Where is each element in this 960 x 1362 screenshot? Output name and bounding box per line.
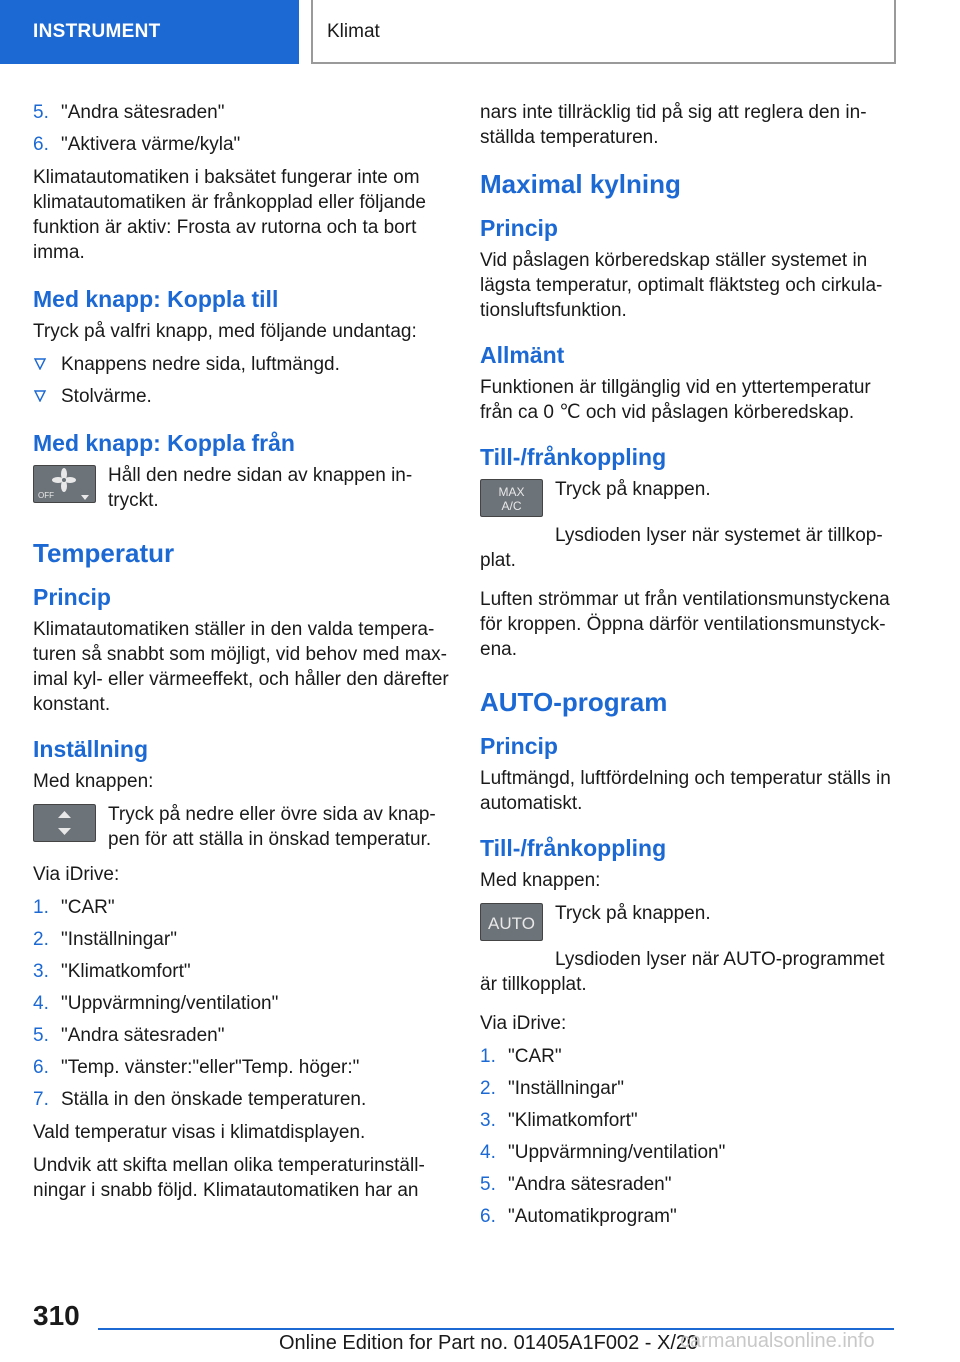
left-column [33,100,451,1211]
paragraph: nars inte tillräcklig tid på sig att reglera den inställda temperaturen. [480,102,867,148]
paragraph: Tryck på knappen. [555,903,711,924]
heading-general: Allmänt [480,342,565,368]
svg-text:MAX: MAX [498,485,525,499]
auto-instruction [480,901,898,949]
paragraph: Luftmängd, luftfördelning och temperatur ställs in automatiskt. [480,768,891,814]
heading-auto-program: AUTO-program [480,687,668,717]
svg-text:AUTO: AUTO [488,914,535,933]
list-item: Stolvärme. [33,384,451,409]
list-item: 7. Ställa in den önskade temperaturen. [33,1089,367,1110]
list-item: 3. "Klimatkomfort" [480,1110,638,1131]
paragraph: Via iDrive: [480,1013,567,1034]
paragraph: Med knappen: [33,771,154,792]
paragraph: Vid påslagen körberedskap ställer systemet in lägsta temperatur, optimalt fläktsteg och cirkulationsluftsfunktion. [480,250,883,321]
heading-button-off: Med knapp: Koppla från [33,430,295,456]
heading-setting: Inställning [33,736,148,762]
paragraph: Funktionen är tillgänglig vid en yttertemperatur från ca 0 ℃ och vid påslagen körberedskap. [480,377,871,423]
list-item: 6. "Automatikprogram" [480,1206,677,1227]
paragraph: Tryck på valfri knapp, med följande undantag: [33,321,417,342]
heading-principle: Princip [480,733,558,759]
list-item: 1. "CAR" [33,897,115,918]
list-item: 2. "Inställningar" [480,1078,624,1099]
list-item: 5. "Andra sätesraden" [480,1174,672,1195]
paragraph: Tryck på nedre eller övre sida av knappen för att ställa in önskad temperatur. [108,804,436,850]
heading-on-off: Till-/frånkoppling [480,444,667,470]
paragraph: Tryck på knappen. [555,479,711,500]
idrive-list [33,895,451,1112]
paragraph: Håll den nedre sidan av knappen intryckt. [108,465,413,511]
chapter-tab: Klimat [311,0,896,64]
fan-off-instruction [33,463,451,513]
list-item: 1. "CAR" [480,1046,562,1067]
list-item: 3. "Klimatkomfort" [33,961,191,982]
idrive-list [480,1044,898,1229]
temperature-rocker-icon [33,804,96,842]
paragraph: Undvik att skifta mellan olika temperaturinställningar i snabb följd. Klimatautomatiken har an [33,1155,425,1201]
list-item: 6. "Temp. vänster:"eller"Temp. höger:" [33,1057,360,1078]
triangle-bullet-icon [34,358,46,370]
page-header [0,0,960,66]
watermark: carmanualsonline.info [680,1330,875,1352]
paragraph: Luften strömmar ut från ventilationsmunstyckena för kroppen. Öppna därför ventilationsmunstyckena. [480,589,890,660]
heading-on-off: Till-/frånkoppling [480,835,667,861]
list-item: 5. "Andra sätesraden" [33,1025,225,1046]
paragraph: Klimatautomatiken i baksätet fungerar inte om klimatautomatiken är frånkopplad eller följande funktion är aktiv: Frosta av rutorna och ta bort imma. [33,167,426,263]
page-footer [0,1290,960,1362]
heading-principle: Princip [33,584,111,610]
svg-text:A/C: A/C [501,499,522,513]
edition-link[interactable]: Online Edition for Part no. 01405A1F002 - X/20 [279,1332,699,1354]
heading-temperature: Temperatur [33,538,175,568]
svg-text:OFF: OFF [38,491,54,500]
list-item: 5. "Andra sätesraden" [33,102,225,123]
list-item: 4. "Uppvärmning/ventilation" [480,1142,726,1163]
max-ac-button-icon [480,479,543,517]
idrive-list-continued [33,100,451,157]
heading-button-on: Med knapp: Koppla till [33,286,279,312]
heading-max-cooling: Maximal kylning [480,169,681,199]
paragraph: Lysdioden lyser när systemet är tillkopplat. [480,525,883,571]
page-number: 310 [33,1300,80,1331]
paragraph: Lysdioden lyser när AUTO-programmet är tillkopplat. [480,949,885,995]
paragraph: Klimatautomatiken ställer in den valda temperaturen så snabbt som möjligt, vid behov med maximal kyl- eller värmeeffekt, och håller den därefter konstant. [33,619,449,715]
paragraph: Vald temperatur visas i klimatdisplayen. [33,1122,366,1143]
list-item: 6. "Aktivera värme/kyla" [33,134,241,155]
list-item: 2. "Inställningar" [33,929,177,950]
fan-off-button-icon [33,465,96,503]
temp-rocker-instruction [33,802,451,852]
auto-button-icon [480,903,543,941]
paragraph: Med knappen: [480,870,601,891]
list-item: Knappens nedre sida, luftmängd. [33,352,451,377]
max-ac-instruction [480,477,898,525]
paragraph: Via iDrive: [33,864,120,885]
list-item: 4. "Uppvärmning/ventilation" [33,993,279,1014]
right-column [480,100,898,1237]
section-tab: INSTRUMENT [0,0,299,64]
heading-principle: Princip [480,215,558,241]
bullet-list [33,352,451,409]
triangle-bullet-icon [34,390,46,402]
